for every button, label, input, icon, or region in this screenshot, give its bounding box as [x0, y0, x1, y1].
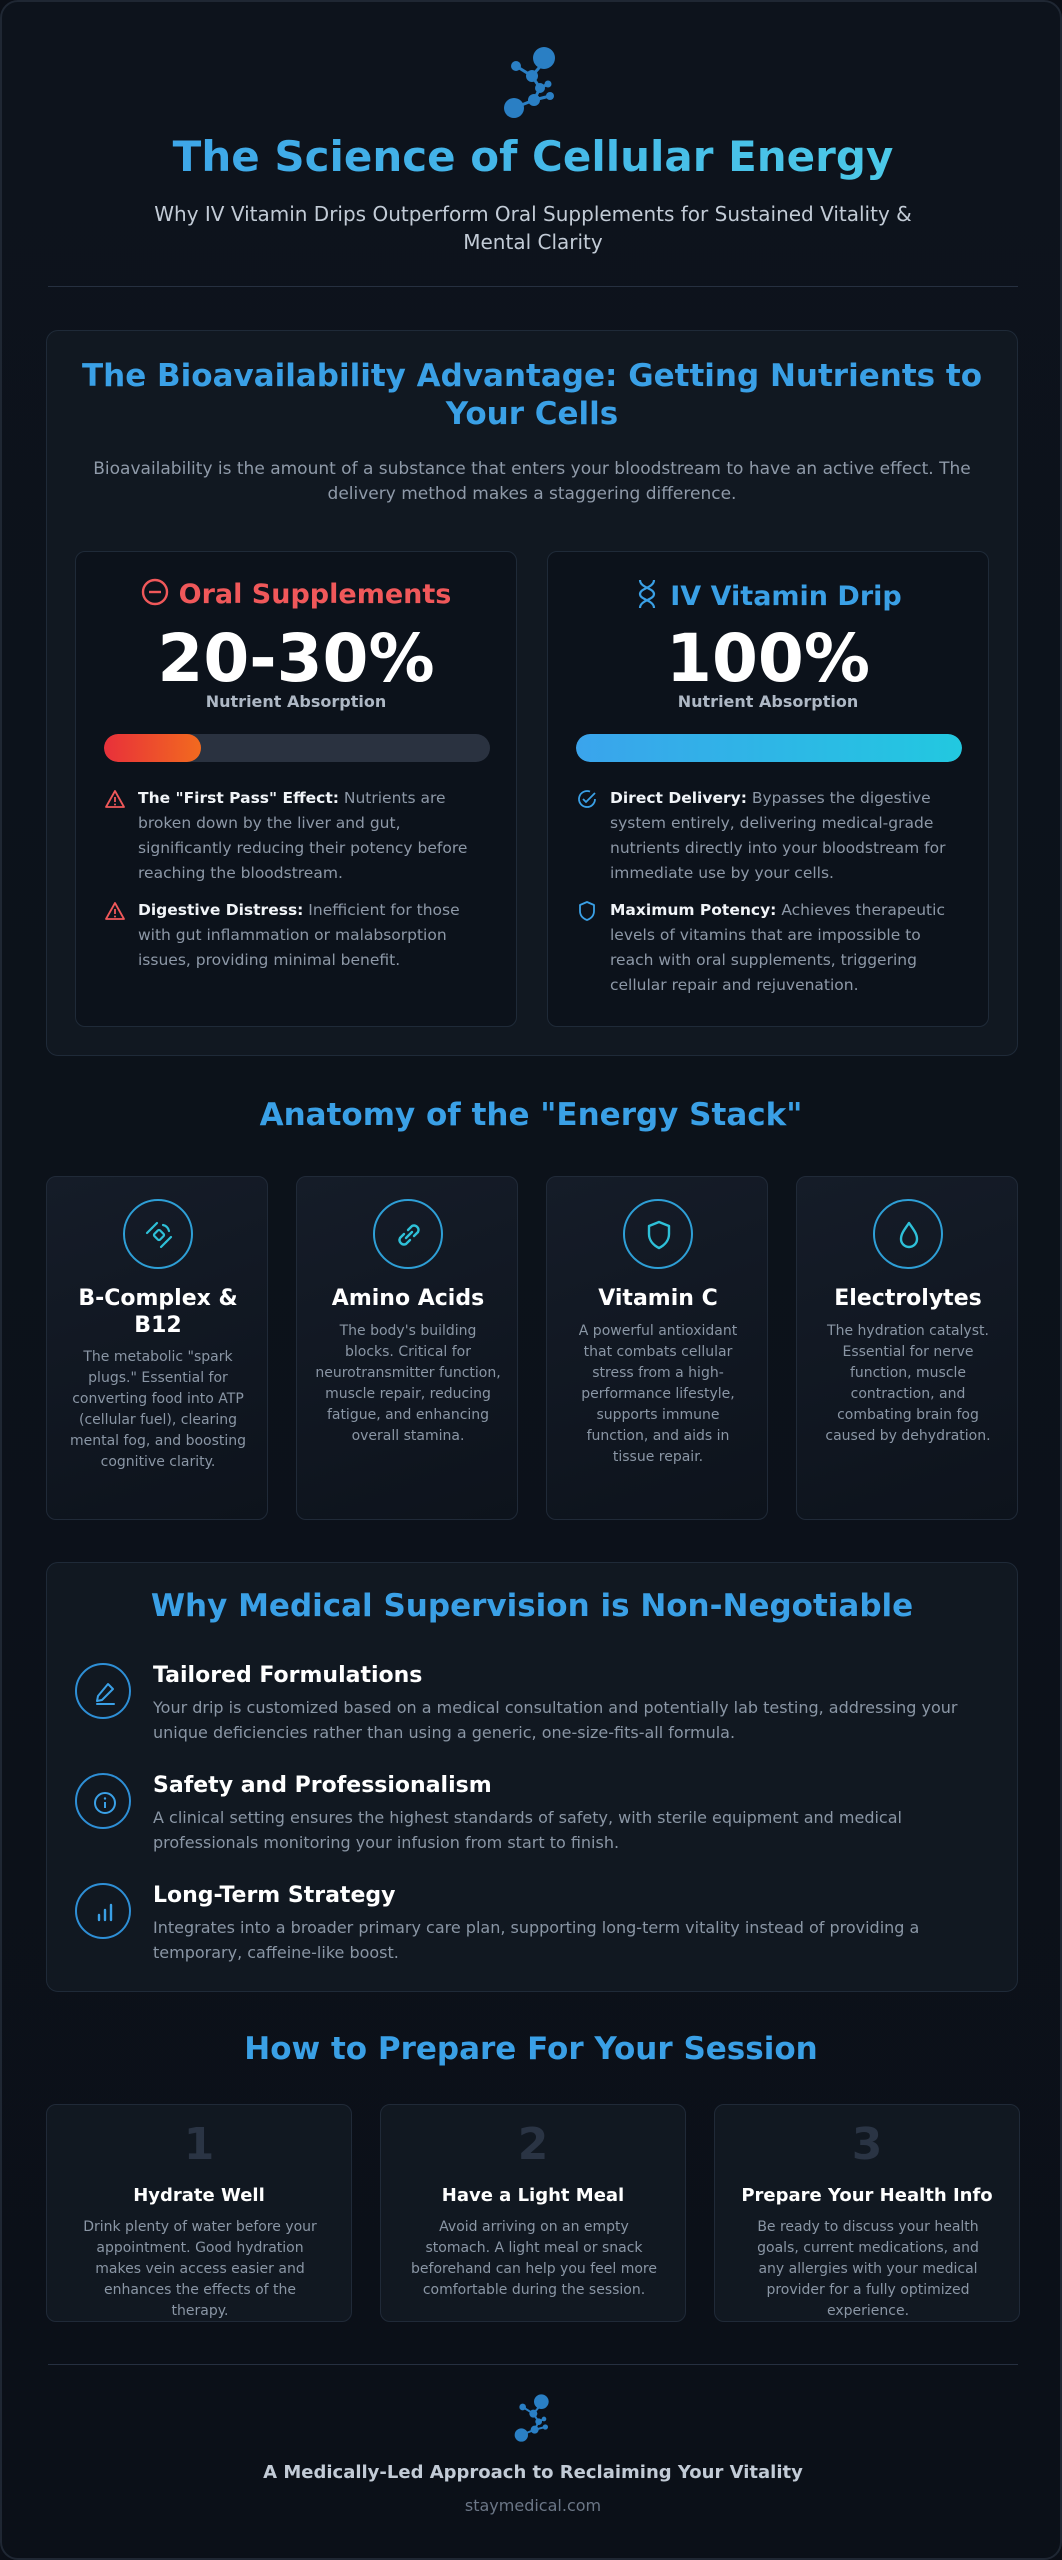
point-label: Maximum Potency: [610, 901, 777, 919]
step-desc: Avoid arriving on an empty stomach. A light meal or snack beforehand can help you feel more comfortable during the session. [411, 2219, 657, 2298]
supervision-item-desc: A clinical setting ensures the highest standards of safety, with sterile equipment and medical professionals monitoring your infusion from start to finish. [153, 1808, 902, 1852]
step-number: 1 [183, 2119, 215, 2170]
page-subtitle: Why IV Vitamin Drips Outperform Oral Supplements for Sustained Vitality & Mental Clarity [154, 202, 912, 254]
step-number: 2 [517, 2119, 549, 2170]
prepare-step [714, 2104, 1020, 2322]
oral-absorption-percent: 20-30% [157, 620, 435, 697]
oral-card-title: Oral Supplements [178, 579, 452, 610]
prepare-step [46, 2104, 352, 2322]
check-circle-icon [576, 788, 598, 810]
stack-item-desc: The hydration catalyst. Essential for nerve function, muscle contraction, and combating brain fog caused by dehydration. [825, 1323, 991, 1444]
point-label: The "First Pass" Effect: [138, 789, 339, 807]
point-text: Achieves therapeutic levels of vitamins that are impossible to reach with oral supplements, triggering cellular repair and rejuvenation. [610, 901, 945, 994]
divider [48, 2364, 1018, 2365]
stack-card-b-complex [46, 1176, 268, 1520]
dna-icon [634, 578, 660, 617]
oral-point [104, 786, 494, 886]
supervision-section [46, 1562, 1018, 1992]
stack-item-desc: The body's building blocks. Critical for neurotransmitter function, muscle repair, reducing fatigue, and enhancing overall stamina. [315, 1323, 501, 1444]
energy-stack-title: Anatomy of the "Energy Stack" [259, 1097, 803, 1133]
molecule-logo-icon [500, 42, 566, 120]
step-title: Hydrate Well [133, 2185, 265, 2206]
supervision-title: Why Medical Supervision is Non-Negotiable [150, 1588, 914, 1624]
supervision-item-title: Long-Term Strategy [153, 1883, 396, 1908]
bioavailability-intro: Bioavailability is the amount of a substance that enters your bloodstream to have an active effect. The delivery method makes a staggering difference. [93, 459, 971, 504]
pen-icon [92, 1680, 118, 1706]
iv-point [576, 786, 966, 886]
point-label: Direct Delivery: [610, 789, 747, 807]
warning-icon [104, 788, 126, 810]
stack-card-electrolytes [796, 1176, 1018, 1520]
supervision-item-desc: Your drip is customized based on a medical consultation and potentially lab testing, addressing your unique deficiencies rather than using a generic, one-size-fits-all formula. [153, 1698, 958, 1742]
info-icon [92, 1790, 118, 1816]
iv-absorption-label: Nutrient Absorption [677, 692, 859, 711]
oral-supplements-card [75, 551, 517, 1027]
prepare-title: How to Prepare For Your Session [244, 2031, 818, 2067]
supervision-item-title: Tailored Formulations [153, 1663, 423, 1688]
page-title: The Science of Cellular Energy [2, 132, 1062, 181]
iv-absorption-fill [576, 734, 962, 762]
iv-drip-card [547, 551, 989, 1027]
point-label: Digestive Distress: [138, 901, 304, 919]
prepare-step [380, 2104, 686, 2322]
iv-point [576, 898, 966, 998]
stack-item-title: Amino Acids [331, 1286, 485, 1311]
step-number: 3 [851, 2119, 883, 2170]
link-icon [392, 1218, 426, 1252]
stack-card-amino-acids [296, 1176, 518, 1520]
iv-absorption-bar [576, 734, 962, 762]
iv-absorption-percent: 100% [666, 620, 870, 697]
step-desc: Drink plenty of water before your appointment. Good hydration makes vein access easier and enhances the effects of the therapy. [83, 2219, 317, 2319]
molecule-logo-icon [512, 2390, 556, 2444]
stack-item-title: Vitamin C [598, 1286, 718, 1311]
stack-item-desc: The metabolic "spark plugs." Essential for converting food into ATP (cellular fuel), clearing mental fog, and boosting cognitive clarity. [69, 1349, 247, 1470]
bar-chart-icon [92, 1900, 118, 1926]
stack-item-title: B-Complex & B12 [78, 1286, 238, 1338]
point-text: Inefficient for those with gut inflammation or malabsorption issues, providing minimal benefit. [138, 901, 460, 969]
satellite-icon [142, 1218, 176, 1252]
oral-absorption-bar [104, 734, 490, 762]
oral-point [104, 898, 494, 973]
supervision-item-desc: Integrates into a broader primary care plan, supporting long-term vitality instead of providing a temporary, caffeine-like boost. [153, 1918, 920, 1962]
step-title: Prepare Your Health Info [741, 2185, 993, 2206]
stack-item-desc: A powerful antioxidant that combats cellular stress from a high-performance lifestyle, supports immune function, and aids in tissue repair. [578, 1323, 738, 1465]
footer-tagline: A Medically-Led Approach to Reclaiming Your Vitality [263, 2462, 803, 2483]
divider [48, 286, 1018, 287]
supervision-item-title: Safety and Professionalism [153, 1773, 492, 1798]
step-title: Have a Light Meal [441, 2185, 625, 2206]
oral-absorption-fill [104, 734, 201, 762]
shield-icon [576, 900, 598, 922]
droplet-icon [892, 1218, 926, 1252]
step-desc: Be ready to discuss your health goals, current medications, and any allergies with your medical provider for a fully optimized experience. [757, 2219, 979, 2319]
warning-icon [104, 900, 126, 922]
point-text: Nutrients are broken down by the liver and gut, significantly reducing their potency before reaching the bloodstream. [138, 789, 468, 882]
oral-absorption-label: Nutrient Absorption [205, 692, 387, 711]
minus-circle-icon [141, 578, 169, 613]
stack-item-title: Electrolytes [834, 1286, 982, 1311]
iv-card-title: IV Vitamin Drip [670, 581, 902, 612]
point-text: Bypasses the digestive system entirely, delivering medical-grade nutrients directly into your bloodstream for immediate use by your cells. [610, 789, 946, 882]
bioavailability-title: The Bioavailability Advantage: Getting Nutrients to Your Cells [81, 358, 982, 432]
footer-url[interactable]: staymedical.com [464, 2496, 602, 2515]
bioavailability-section [46, 330, 1018, 1056]
shield-icon [642, 1218, 676, 1252]
stack-card-vitamin-c [546, 1176, 768, 1520]
